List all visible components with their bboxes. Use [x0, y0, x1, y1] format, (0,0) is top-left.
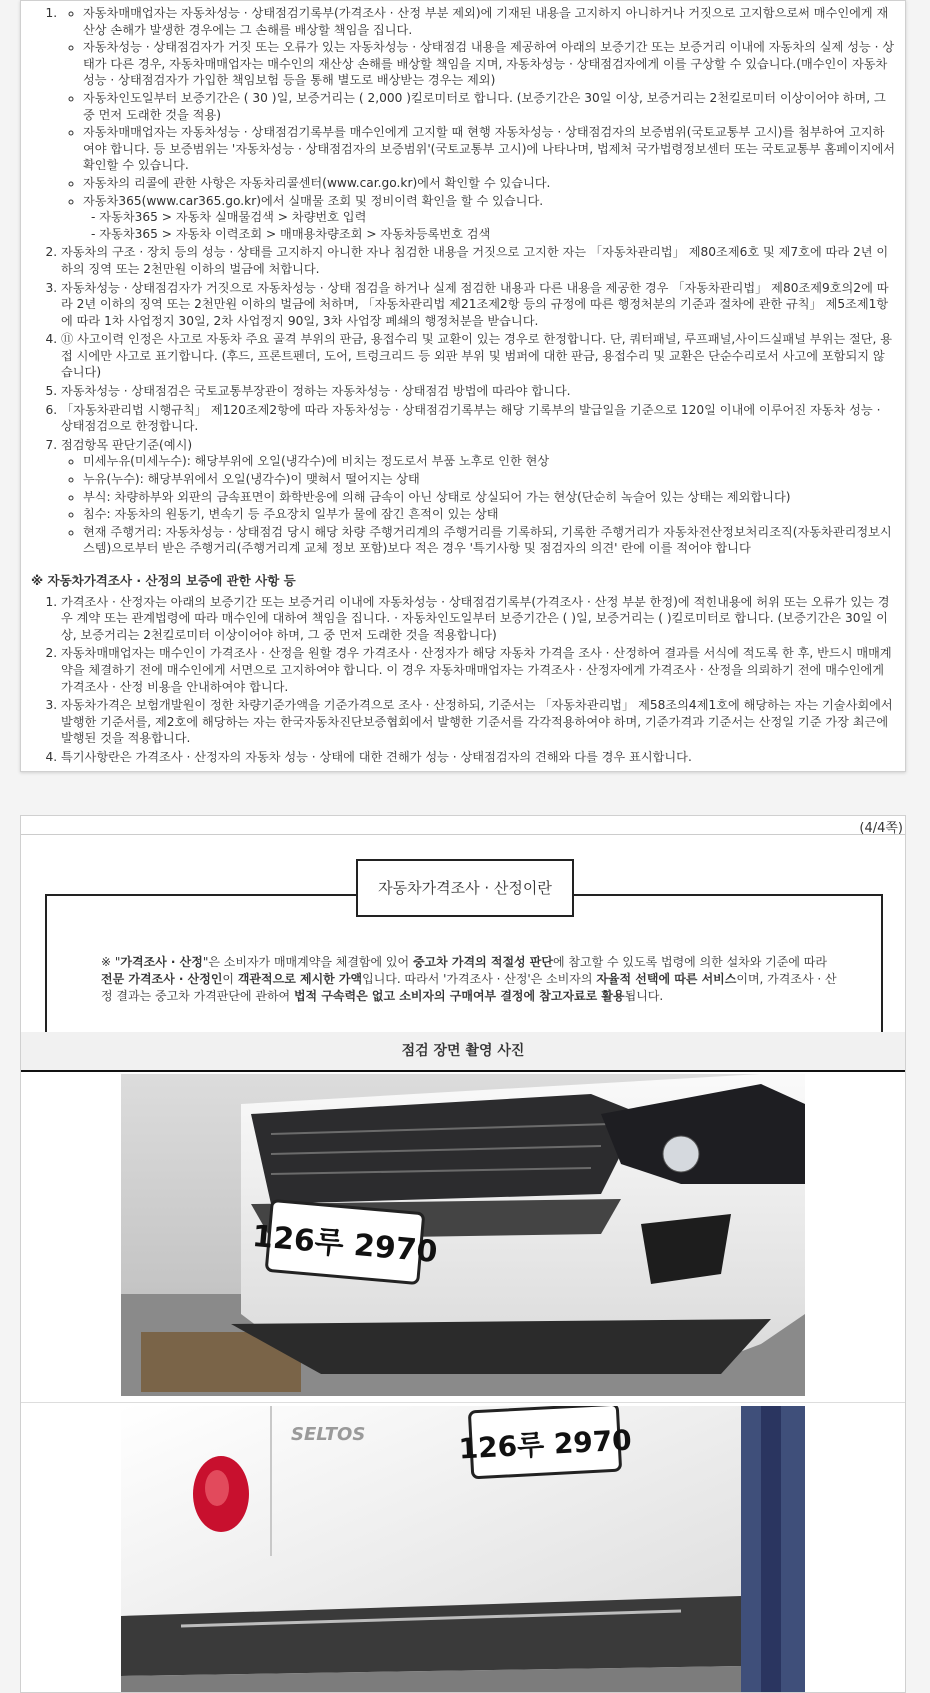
list-item: ◦ 누유(누수): 해당부위에서 오일(냉각수)이 맺혀서 떨어지는 상태: [83, 471, 895, 488]
list-item: ◦ 부식: 차량하부와 외판의 금속표면이 화학반응에 의해 금속이 아닌 상태로 상실되어 가는 현상(단순히 녹슬어 있는 상태는 제외합니다): [83, 489, 895, 506]
list-item: [83, 193, 895, 243]
dealer-liability-list: [61, 5, 895, 242]
list-item: ◦ 자동차인도일부터 보증기간은 ( 30 )일, 보증거리는 ( 2,000 )킬로미터로 합니다. (보증기간은 30일 이상, 보증거리는 2천킬로미터 이상이어야 하며, 그 중 먼저 도래한 것을 적용): [83, 90, 895, 123]
info-text-part: 이며, 가격조사 · 산정 결과는 중고차 가격판단에 관하여: [101, 972, 837, 1003]
notice-item-1: [61, 5, 895, 242]
info-title: 자동차가격조사 · 산정이란: [356, 859, 574, 917]
notice-item-5: 5. 자동차성능 · 상태점검은 국토교통부장관이 정하는 자동차성능 · 상태점검 방법에 따라야 합니다.: [61, 383, 895, 400]
notice-item-3: 3. 자동차성능 · 상태점검자가 거짓으로 자동차성능 · 상태 점검을 하거나 실제 점검한 내용과 다른 내용을 제공한 경우 「자동차관리법」 제80조제9호의2에 따라 2년 이하의 징역 또는 2천만원 이하의 벌금에 처하며, 「자동차관리법 제21조제2항 등의 규정에 따른 행정처분의 기준과 절차에 관한 규칙」 제5조제1항에 따라 1차 사업정지 30일, 2차 사업정지 90일, 3차 사업장 폐쇄의 행정처분을 받습니다.: [61, 280, 895, 330]
info-text-part: 에 참고할 수 있도록 법령에 의한 설차와 기준에 따라: [552, 955, 827, 969]
plate-text-front: 126루 2970: [250, 1218, 439, 1271]
info-text-bold: 법적 구속력은 없고 소비자의 구매여부 결정에 참고자료로 활용: [293, 989, 625, 1003]
info-text-part: 됩니다.: [624, 989, 664, 1003]
notice-item-4: 4. ⑪ 사고이력 인정은 사고로 자동차 주요 골격 부위의 판금, 용접수리 및 교환이 있는 경우로 한정합니다. 단, 쿼터패널, 루프패널,사이드실패널 부위는 절단, 용접 시에만 사고로 표기합니다. (후드, 프론트펜더, 도어, 트렁크리드 등 외판 부위 및 범퍼에 대한 판금, 용접수리 및 교환은 단순수리로서 사고에 포함되지 않습니다): [61, 331, 895, 381]
list-item: 1. 가격조사 · 산정자는 아래의 보증기간 또는 보증거리 이내에 자동차성능 · 상태점검기록부(가격조사 · 산정 부분 한정)에 적힌내용에 허위 또는 오류가 있는 경우 계약 또는 관계법령에 따라 매수인에 대하여 책임을 집니다. · 자동차인도일부터 보증기간은 ( )일, 보증거리는 ( )킬로미터로 합니다. (보증기간은 30일 이상, 보증거리는 2천킬로미터 이상이어야 하며, 그 중 먼저 도래한 것을 적용합니다): [61, 594, 895, 644]
list-item: 4. 특기사항란은 가격조사 · 산정자의 자동차 성능 · 상태에 대한 견해가 성능 · 상태점검자의 견해와 다를 경우 표시합니다.: [61, 749, 895, 766]
info-text-bold: 중고차 가격의 적절성 판단: [412, 955, 553, 969]
info-text-bold: 자율적 선택에 따른 서비스: [596, 972, 737, 986]
inspection-photo-front: [121, 1074, 805, 1396]
notice-item-7: [61, 437, 895, 557]
page-number: (4/4쪽): [859, 821, 903, 836]
photo-section-title: 점검 장면 촬영 사진: [21, 1032, 905, 1072]
criteria-heading: 점검항목 판단기준(예시): [61, 437, 193, 452]
document-page-3: [20, 0, 906, 772]
info-text-part: ※ ": [101, 955, 121, 969]
car-rear-image: [121, 1406, 805, 1693]
list-item: ◦ 자동차의 리콜에 관한 사항은 자동차리콜센터(www.car.go.kr)에서 확인할 수 있습니다.: [83, 175, 895, 192]
info-text-bold: 전문 가격조사 · 산정인: [101, 972, 223, 986]
guarantee-list: [31, 594, 895, 766]
list-item: ◦ 자동차성능 · 상태점검자가 거짓 또는 오류가 있는 자동차성능 · 상태점검 내용을 제공하여 아래의 보증기간 또는 보증거리 이내에 자동차의 실제 성능 · 상태가 다른 경우, 자동차매매업자는 매수인의 재산상 손해를 배상할 책임을 지며, 자동차성능 · 상태점검자에게 이를 구상할 수 있습니다.(매수인이 자동차성능 · 상태점검자가 가입한 책임보험 등을 통해 별도로 배상받는 경우는 제외): [83, 39, 895, 89]
notice-item-6: 6. 「자동차관리법 시행규칙」 제120조제2항에 따라 자동차성능 · 상태점검기록부는 해당 기록부의 발급일을 기준으로 120일 이내에 이루어진 자동차 성능 · 상태점검으로 한정합니다.: [61, 402, 895, 435]
car365-path-2: - 자동차365 > 자동차 이력조회 > 매매용차량조회 > 자동차등록번호 검색: [91, 226, 491, 241]
info-text-bold: 객관적으로 제시한 가액: [237, 972, 363, 986]
list-item: ◦ 현재 주행거리: 자동차성능 · 상태점검 당시 해당 차량 주행거리계의 주행거리를 기록하되, 기록한 주행거리가 자동차전산정보처리조직(자동차관리정보시스템)으로부터 받은 주행거리(주행거리계 교체 정보 포함)보다 적은 경우 '특기사항 및 점검자의 의견' 란에 이를 적어야 합니다: [83, 524, 895, 557]
document-page-4: [20, 815, 906, 1693]
inspection-photo-rear: [121, 1406, 805, 1693]
criteria-list: [61, 453, 895, 557]
list-item: ◦ 미세누유(미세누수): 해당부위에 오일(냉각수)에 비치는 정도로서 부품 노후로 인한 현상: [83, 453, 895, 470]
notice-item-2: 2. 자동차의 구조 · 장치 등의 성능 · 상태를 고지하지 아니한 자나 침검한 내용을 거짓으로 고지한 자는 「자동차관리법」 제80조제6호 및 제7호에 따라 2년 이하의 징역 또는 2천만원 이하의 벌금에 처합니다.: [61, 244, 895, 277]
photo-divider: [21, 1402, 905, 1403]
car365-text: 자동차365(www.car365.go.kr)에서 실매물 조회 및 정비이력 확인을 할 수 있습니다.: [83, 193, 544, 208]
info-text-part: 이: [222, 972, 238, 986]
guarantee-section-title: ※ 자동차가격조사 · 산정의 보증에 관한 사항 등: [31, 573, 296, 588]
page-divider: [21, 834, 905, 835]
list-item: ◦ 1. 자동차매매업자는 자동차성능 · 상태점검기록부(가격조사 · 산정 부분 제외)에 기재된 내용을 고지하지 아니하거나 거짓으로 고지함으로써 매수인에게 재산상 손해가 발생한 경우에는 그 손해를 배상할 책임을 집니다.: [83, 5, 895, 38]
info-text-part: 입니다. 따라서 '가격조사 · 산정'은 소비자의: [362, 972, 597, 986]
info-text-bold: 가격조사 · 산정: [120, 955, 203, 969]
car365-path-1: - 자동차365 > 자동차 실매물검색 > 차량번호 입력: [91, 210, 367, 225]
list-item: 3. 자동차가격은 보험개발원이 정한 차량기준가액을 기준가격으로 조사 · 산정하되, 기준서는 「자동차관리법」 제58조의4제1호에 해당하는 자는 기술사회에서 발행한 기준서를, 제2호에 해당하는 자는 한국자동차진단보증협회에서 발행한 기준서를 각각적용하여야 하며, 기준가격과 기준서는 산정일 기준 가장 최근에 발행된 것을 적용합니다.: [61, 697, 895, 747]
list-item: ◦ 침수: 자동차의 원동기, 변속기 등 주요장치 일부가 물에 잠긴 흔적이 있는 상태: [83, 506, 895, 523]
list-item: ◦ 자동차매매업자는 자동차성능 · 상태점검기록부를 매수인에게 고지할 때 현행 자동차성능 · 상태점검자의 보증범위(국토교통부 고시)를 첨부하여 고지하여야 합니다. 등 보증범위는 '자동차성능 · 상태점검자의 보증범위'(국토교통부 고시)에 나타나며, 법제처 국가법령정보센터 또는 국토교통부 홈페이지에서 확인할 수 있습니다.: [83, 124, 895, 174]
car-front-image: [121, 1074, 805, 1396]
notice-list: [31, 5, 895, 557]
seltos-emblem: SELTOS: [291, 1424, 366, 1445]
info-text-part: "은 소비자가 매매계약을 체결함에 있어: [202, 955, 413, 969]
list-item: 2. 자동차매매업자는 매수인이 가격조사 · 산정을 원할 경우 가격조사 · 산정자가 해당 자동차 가격을 조사 · 산정하여 결과를 서식에 적도록 한 후, 반드시 매매계약을 체결하기 전에 매수인에게 서면으로 고지하여야 합니다. 이 경우 자동차매매업자는 가격조사 · 산정자에게 가격조사 · 산정을 의뢰하기 전에 매수인에게 가격조사 · 산정 비용을 안내하여야 합니다.: [61, 645, 895, 695]
info-description: [101, 954, 841, 1005]
plate-text-rear: 126루 2970: [457, 1423, 633, 1466]
